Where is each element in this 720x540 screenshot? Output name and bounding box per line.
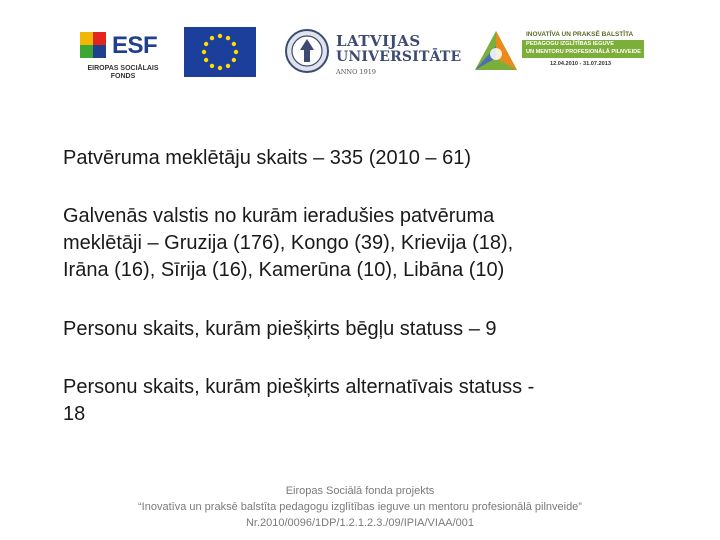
- footer-line3: Nr.2010/0096/1DP/1.2.1.2.3./09/IPIA/VIAA/001: [245, 517, 475, 529]
- project-band-line1: PEDAGOGU IZGLĪTĪBAS IEGUVE: [526, 41, 614, 47]
- esf-logo-subtitle: [78, 65, 168, 81]
- paragraph-countries: [63, 203, 513, 284]
- paragraph-alternative-status-line2: 18: [63, 403, 86, 425]
- footer: [0, 483, 720, 531]
- esf-logo-title: ESF: [112, 32, 158, 59]
- paragraph-countries-line1: Galvenās valstis no kurām ieradušies patvēruma: [63, 205, 495, 227]
- project-logo: [472, 28, 652, 78]
- paragraph-refugee-status: Personu skaits, kurām piešķirts bēgļu statuss – 9: [63, 318, 497, 340]
- paragraph-countries-line3: Irāna (16), Sīrija (16), Kamerūna (10), Libāna (10): [63, 259, 505, 281]
- paragraph-asylum-seekers: Patvēruma meklētāju skaits – 335 (2010 – 61): [63, 147, 471, 169]
- university-anno: ANNO 1919: [336, 68, 377, 76]
- esf-mark-icon: [78, 30, 108, 60]
- footer-line2: “Inovatīva un praksē balstīta pedagogu izglītības ieguve un mentoru profesionālā pilnveide”: [138, 501, 582, 513]
- project-title: INOVATĪVA UN PRAKSĒ BALSTĪTA: [526, 31, 634, 38]
- university-logo: [284, 28, 462, 78]
- paragraph-alternative-status-line1: Personu skaits, kurām piešķirts alternatīvais statuss -: [63, 376, 535, 398]
- project-dates: 12.04.2010 - 31.07.2013: [550, 61, 611, 67]
- esf-logo: [78, 28, 168, 88]
- eu-flag-icon: [184, 27, 256, 77]
- paragraph-alternative-status: [63, 374, 534, 428]
- paragraph-countries-line2: meklētāji – Gruzija (176), Kongo (39), Krievija (18),: [63, 232, 514, 254]
- university-seal-icon: [284, 28, 330, 74]
- footer-line1: Eiropas Sociālā fonda projekts: [285, 485, 435, 497]
- esf-logo-subtitle-line1: EIROPAS SOCIĀLAIS: [87, 65, 159, 72]
- logo-bar: [0, 0, 720, 100]
- esf-logo-subtitle-line2: FONDS: [110, 73, 136, 80]
- project-band-line2: UN MENTORU PROFESIONĀLĀ PILNVEIDE: [526, 49, 641, 55]
- university-name-line1: LATVIJAS: [336, 32, 421, 50]
- university-name-line2: UNIVERSITĀTE: [336, 49, 462, 65]
- project-mark-icon: [472, 28, 520, 76]
